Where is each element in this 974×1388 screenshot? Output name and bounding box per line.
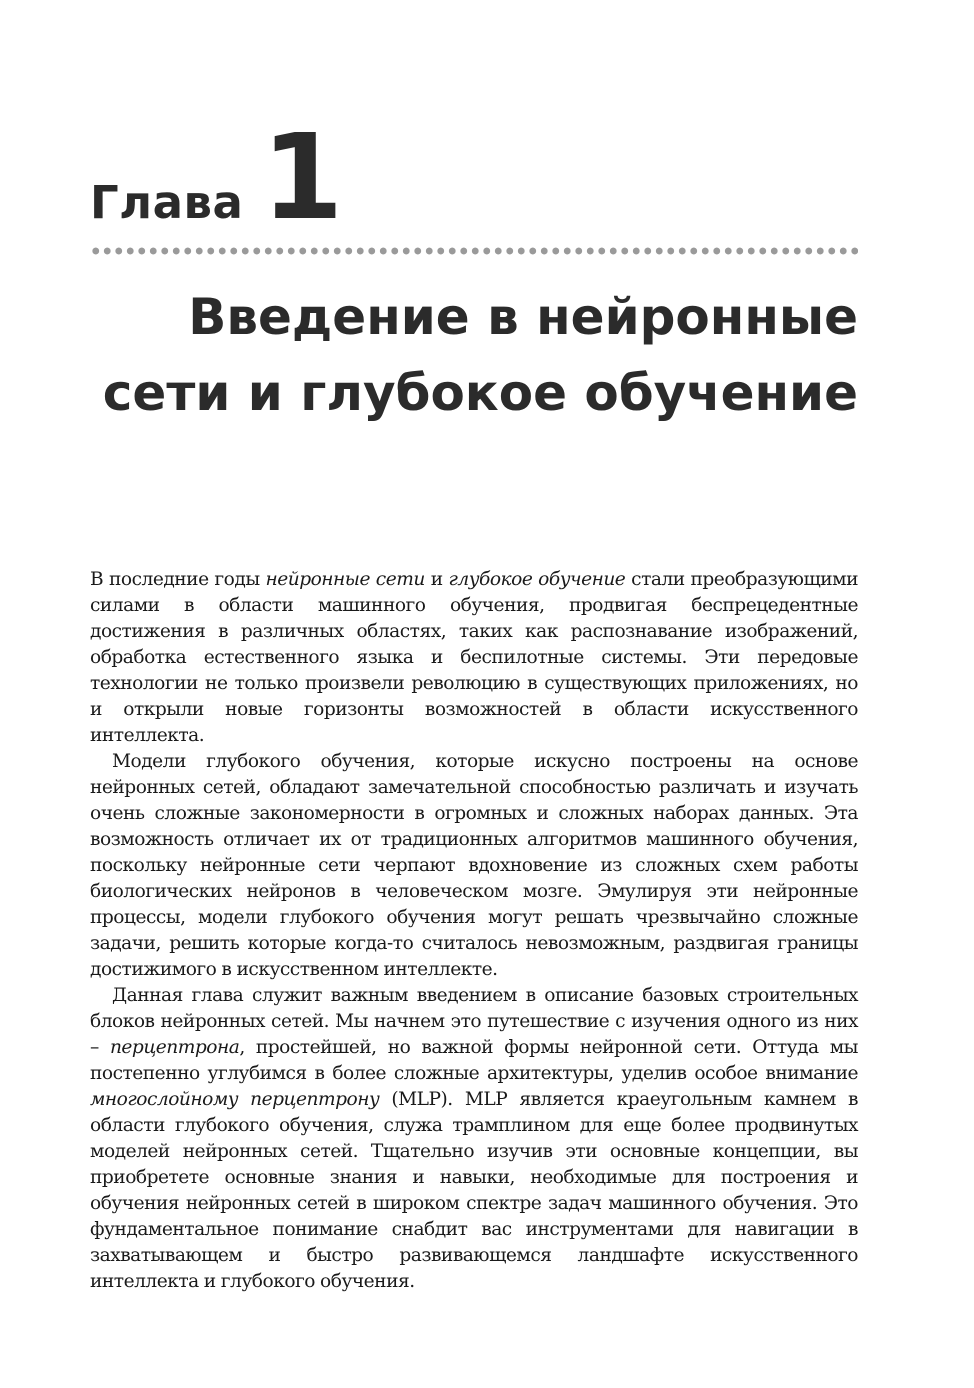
chapter-title-line-1: Введение в нейронные [188, 288, 858, 346]
body-text [90, 567, 858, 1295]
chapter-heading [90, 108, 344, 246]
chapter-number: 1 [261, 108, 344, 246]
chapter-label: Глава [90, 176, 244, 229]
emphasis-term: многослойному перцептрону [90, 1089, 380, 1110]
text-run: , простейшей, но важной формы нейронной сети. Оттуда мы постепенно углубимся в более сложные архитектуры, уделив особое внимание [90, 1037, 858, 1084]
paragraph-2: Модели глубокого обучения, которые искусно построены на основе нейронных сетей, обладают замечательной способностью различать и изучать очень сложные закономерности в огромных и сложных наборах данных. Эта возможность отличает их от традиционных алгоритмов машинного обучения, поскольку нейронные сети черпают вдохновение из сложных схем работы биологических нейронов в человеческом мозге. Эмулируя эти нейронные процессы, модели глубокого обучения могут решать чрезвычайно сложные задачи, решить которые когда-то считалось невозможным, раздвигая границы достижимого в искусственном интеллекте. [90, 751, 858, 980]
emphasis-term: глубокое обучение [448, 569, 626, 590]
paragraph-1 [90, 567, 858, 749]
emphasis-term: перцептрона [109, 1037, 240, 1058]
text-run: стали преобразующими силами в области машинного обучения, продвигая беспрецедентные достижения в различных областях, таких как распознавание изображений, обработка естественного языка и беспилотные системы. Эти передовые технологии не только произвели революцию в существующих приложениях, но и открыли новые горизонты возможностей в области искусственного интеллекта. [90, 569, 858, 746]
text-run: (MLP). MLP является краеугольным камнем в области глубокого обучения, служа трамплином для еще более продвинутых моделей нейронных сетей. Тщательно изучив эти основные концепции, вы приобретете основные знания и навыки, необходимые для построения и обучения нейронных сетей в широком спектре задач машинного обучения. Это фундаментальное понимание снабдит вас инструментами для навигации в захватывающем и быстро развивающемся ландшафте искусственного интеллекта и глубокого обучения. [90, 1089, 858, 1292]
emphasis-term: нейронные сети [265, 569, 425, 590]
chapter-title-line-2: сети и глубокое обучение [102, 364, 858, 422]
text-run: Данная глава служит важным введением в описание базовых строительных блоков нейронных сетей. Мы начнем это путешествие с изучения одного из них – [90, 985, 858, 1058]
paragraph-3 [90, 983, 858, 1295]
dotted-divider [90, 246, 858, 256]
chapter-title [98, 279, 858, 431]
text-run: В последние годы [90, 569, 266, 590]
text-run: и [424, 569, 449, 590]
